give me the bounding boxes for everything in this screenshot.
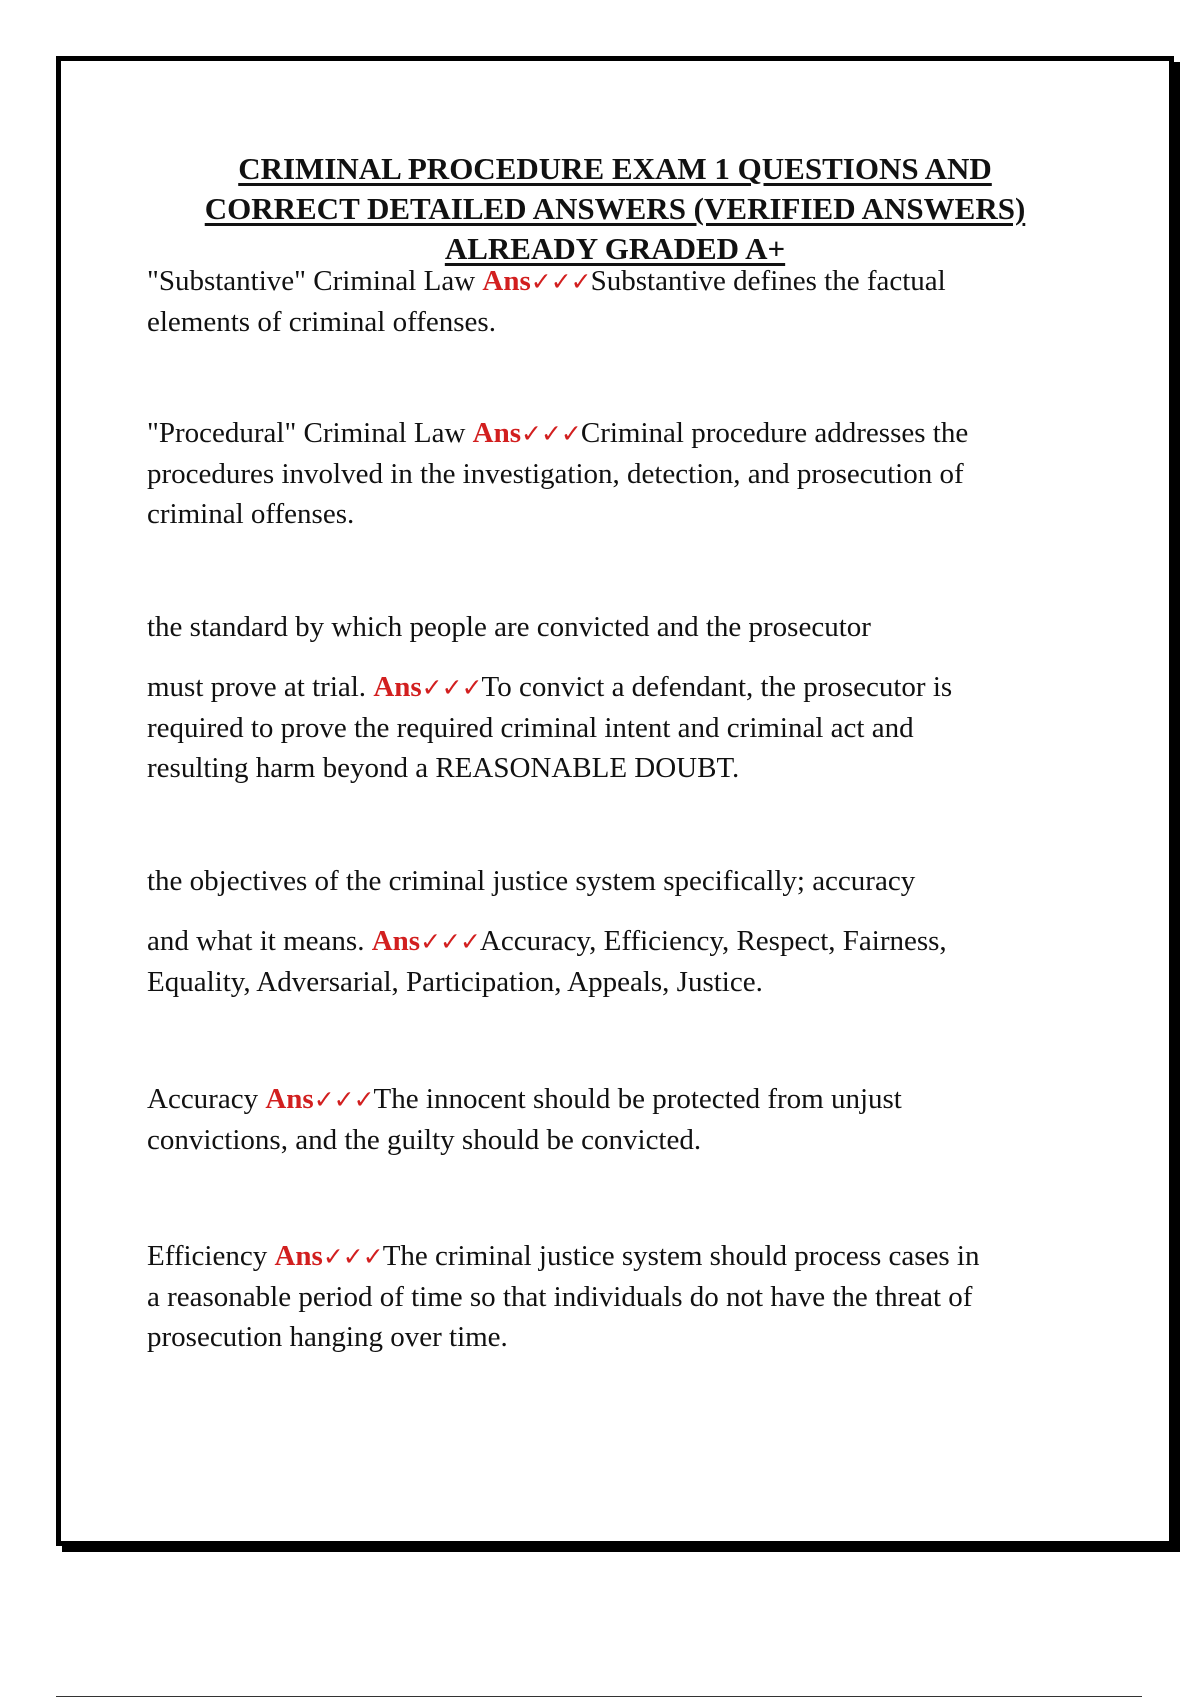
title-line-3: ALREADY GRADED A+ [444, 231, 786, 266]
checkmark-icon: ✓✓✓ [521, 419, 581, 448]
qa-first-line [147, 667, 1107, 708]
qa-term: Accuracy [147, 1083, 266, 1115]
qa-term: "Procedural" Criminal Law [147, 417, 473, 449]
qa-answer-continued: resulting harm beyond a REASONABLE DOUBT. [147, 752, 740, 784]
qa-answer-continued: Equality, Adversarial, Participation, Appeals, Justice. [147, 966, 763, 998]
qa-answer: To convict a defendant, the prosecutor is [481, 671, 953, 703]
qa-term: must prove at trial. [147, 671, 374, 703]
checkmark-icon: ✓✓✓ [530, 267, 591, 296]
qa-entry-standard [147, 607, 1107, 788]
qa-answer-continued: convictions, and the guilty should be convicted. [147, 1124, 702, 1156]
qa-entry-procedural [147, 413, 1107, 534]
title-line-1: CRIMINAL PROCEDURE EXAM 1 QUESTIONS AND [238, 151, 992, 186]
document-title [61, 149, 1169, 269]
qa-answer: Criminal procedure addresses the [580, 417, 969, 449]
page-frame [56, 56, 1174, 1546]
qa-first-line [147, 261, 1107, 302]
checkmark-icon: ✓✓✓ [313, 1085, 374, 1114]
checkmark-icon: ✓✓✓ [421, 673, 482, 702]
ans-label: Ans [482, 265, 531, 297]
qa-answer-continued: a reasonable period of time so that individuals do not have the threat of [147, 1281, 973, 1313]
qa-entry-accuracy [147, 1079, 1107, 1160]
ans-label: Ans [472, 417, 522, 449]
qa-term: "Substantive" Criminal Law [147, 265, 483, 297]
checkmark-icon: ✓✓✓ [322, 1242, 383, 1271]
qa-answer-continued: procedures involved in the investigation, detection, and prosecution of [147, 458, 964, 490]
qa-first-line [147, 413, 1107, 454]
title-line-2: CORRECT DETAILED ANSWERS (VERIFIED ANSWERS) [204, 191, 1026, 226]
qa-first-line [147, 921, 1107, 962]
checkmark-icon: ✓✓✓ [420, 927, 480, 956]
qa-answer-continued: required to prove the required criminal intent and criminal act and [147, 712, 914, 744]
qa-answer: The innocent should be protected from unjust [373, 1083, 902, 1115]
qa-question-line: the objectives of the criminal justice system specifically; accuracy [147, 865, 916, 897]
qa-question-line: the standard by which people are convicted and the prosecutor [147, 611, 871, 643]
qa-answer-continued: prosecution hanging over time. [147, 1321, 508, 1353]
qa-first-line [147, 1236, 1107, 1277]
ans-label: Ans [274, 1240, 323, 1272]
ans-label: Ans [265, 1083, 314, 1115]
qa-term: Efficiency [147, 1240, 275, 1272]
ans-label: Ans [373, 671, 422, 703]
qa-answer: Substantive defines the factual [590, 265, 946, 297]
qa-answer-continued: criminal offenses. [147, 498, 355, 530]
ans-label: Ans [371, 925, 421, 957]
qa-term: and what it means. [147, 925, 372, 957]
qa-answer: Accuracy, Efficiency, Respect, Fairness, [479, 925, 947, 957]
qa-answer: The criminal justice system should process cases in [382, 1240, 980, 1272]
qa-first-line [147, 1079, 1107, 1120]
qa-entry-substantive [147, 261, 1107, 342]
qa-entry-objectives [147, 861, 1107, 1002]
qa-entry-efficiency [147, 1236, 1107, 1357]
qa-answer-continued: elements of criminal offenses. [147, 306, 496, 338]
footer-divider [56, 1696, 1142, 1697]
